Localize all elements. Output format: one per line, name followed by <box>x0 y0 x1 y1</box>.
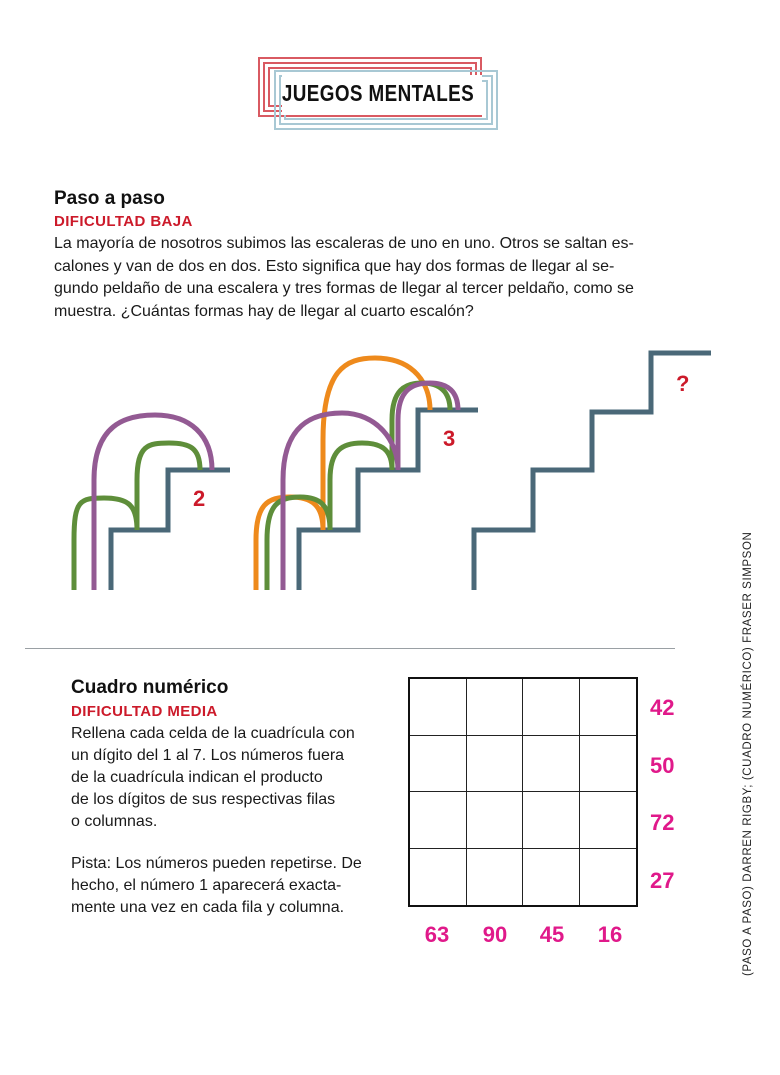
row-clue: 42 <box>650 695 675 720</box>
title-box <box>258 57 498 130</box>
grid-cell[interactable] <box>467 849 524 906</box>
grid-cell[interactable] <box>523 736 580 793</box>
puzzle2-description-line: un dígito del 1 al 7. Los números fuera <box>71 747 345 764</box>
grid-cell[interactable] <box>410 792 467 849</box>
puzzle2-description <box>71 723 401 833</box>
puzzle2-title: Cuadro numérico <box>71 677 229 698</box>
number-grid <box>408 677 638 907</box>
puzzle1-description-line: gundo peldaño de una escalera y tres formas de llegar al tercer peldaño, como se <box>54 280 634 297</box>
puzzle2-hint <box>71 853 401 919</box>
puzzle1-description <box>54 233 734 323</box>
puzzle2-difficulty: DIFICULTAD MEDIA <box>71 703 218 720</box>
column-clue: 90 <box>482 922 508 947</box>
row-clue: 50 <box>650 753 675 778</box>
path-arc-green-1 <box>74 498 137 590</box>
grid-cell[interactable] <box>523 679 580 736</box>
page-title: JUEGOS MENTALES <box>281 80 475 106</box>
grid-cell[interactable] <box>410 679 467 736</box>
grid-cell[interactable] <box>523 792 580 849</box>
grid-cell[interactable] <box>467 679 524 736</box>
staircase-3-count: 3 <box>443 426 456 451</box>
puzzle1-description-line: La mayoría de nosotros subimos las escaleras de uno en uno. Otros se saltan es- <box>54 235 634 252</box>
row-clue: 27 <box>650 868 675 893</box>
staircase-2-steps <box>111 470 230 590</box>
staircase-4-question: ? <box>676 371 690 396</box>
puzzle1-description-line: muestra. ¿Cuántas formas hay de llegar al cuarto escalón? <box>54 302 474 320</box>
section-divider <box>25 648 675 649</box>
grid-cell[interactable] <box>580 849 637 906</box>
grid-cell[interactable] <box>580 792 637 849</box>
puzzle2-hint-line: mente una vez en cada fila y columna. <box>71 899 345 916</box>
staircase-2-count: 2 <box>193 486 206 511</box>
puzzle1-difficulty: DIFICULTAD BAJA <box>54 213 193 230</box>
row-clue: 72 <box>650 810 675 835</box>
puzzle1-description-line: calones y van de dos en dos. Esto significa que hay dos formas de llegar al se- <box>54 257 615 275</box>
column-clue: 45 <box>539 922 565 947</box>
column-clue: 16 <box>597 922 623 947</box>
grid-cell[interactable] <box>410 736 467 793</box>
image-credit: (PASO A PASO) DARREN RIGBY; (CUADRO NUMÉRICO) FRASER SIMPSON <box>742 531 754 976</box>
puzzle2-description-line: o columnas. <box>71 813 158 830</box>
grid-cell[interactable] <box>580 736 637 793</box>
grid-cell[interactable] <box>410 849 467 906</box>
grid-cell[interactable] <box>580 679 637 736</box>
puzzle2-hint-line: Pista: Los números pueden repetirse. De <box>71 855 362 872</box>
grid-cell[interactable] <box>523 849 580 906</box>
puzzle1-title: Paso a paso <box>54 188 165 209</box>
grid-cell[interactable] <box>467 736 524 793</box>
staircase-illustration <box>0 340 780 600</box>
grid-cell[interactable] <box>467 792 524 849</box>
puzzle2-description-line: de los dígitos de sus respectivas filas <box>71 791 336 808</box>
column-clue: 63 <box>424 922 450 947</box>
puzzle2-description-line: Rellena cada celda de la cuadrícula con <box>71 725 355 742</box>
puzzle2-description-line: de la cuadrícula indican el producto <box>71 769 323 786</box>
puzzle2-hint-line: hecho, el número 1 aparecerá exacta- <box>71 877 342 894</box>
path-arc-green-4 <box>330 443 392 530</box>
